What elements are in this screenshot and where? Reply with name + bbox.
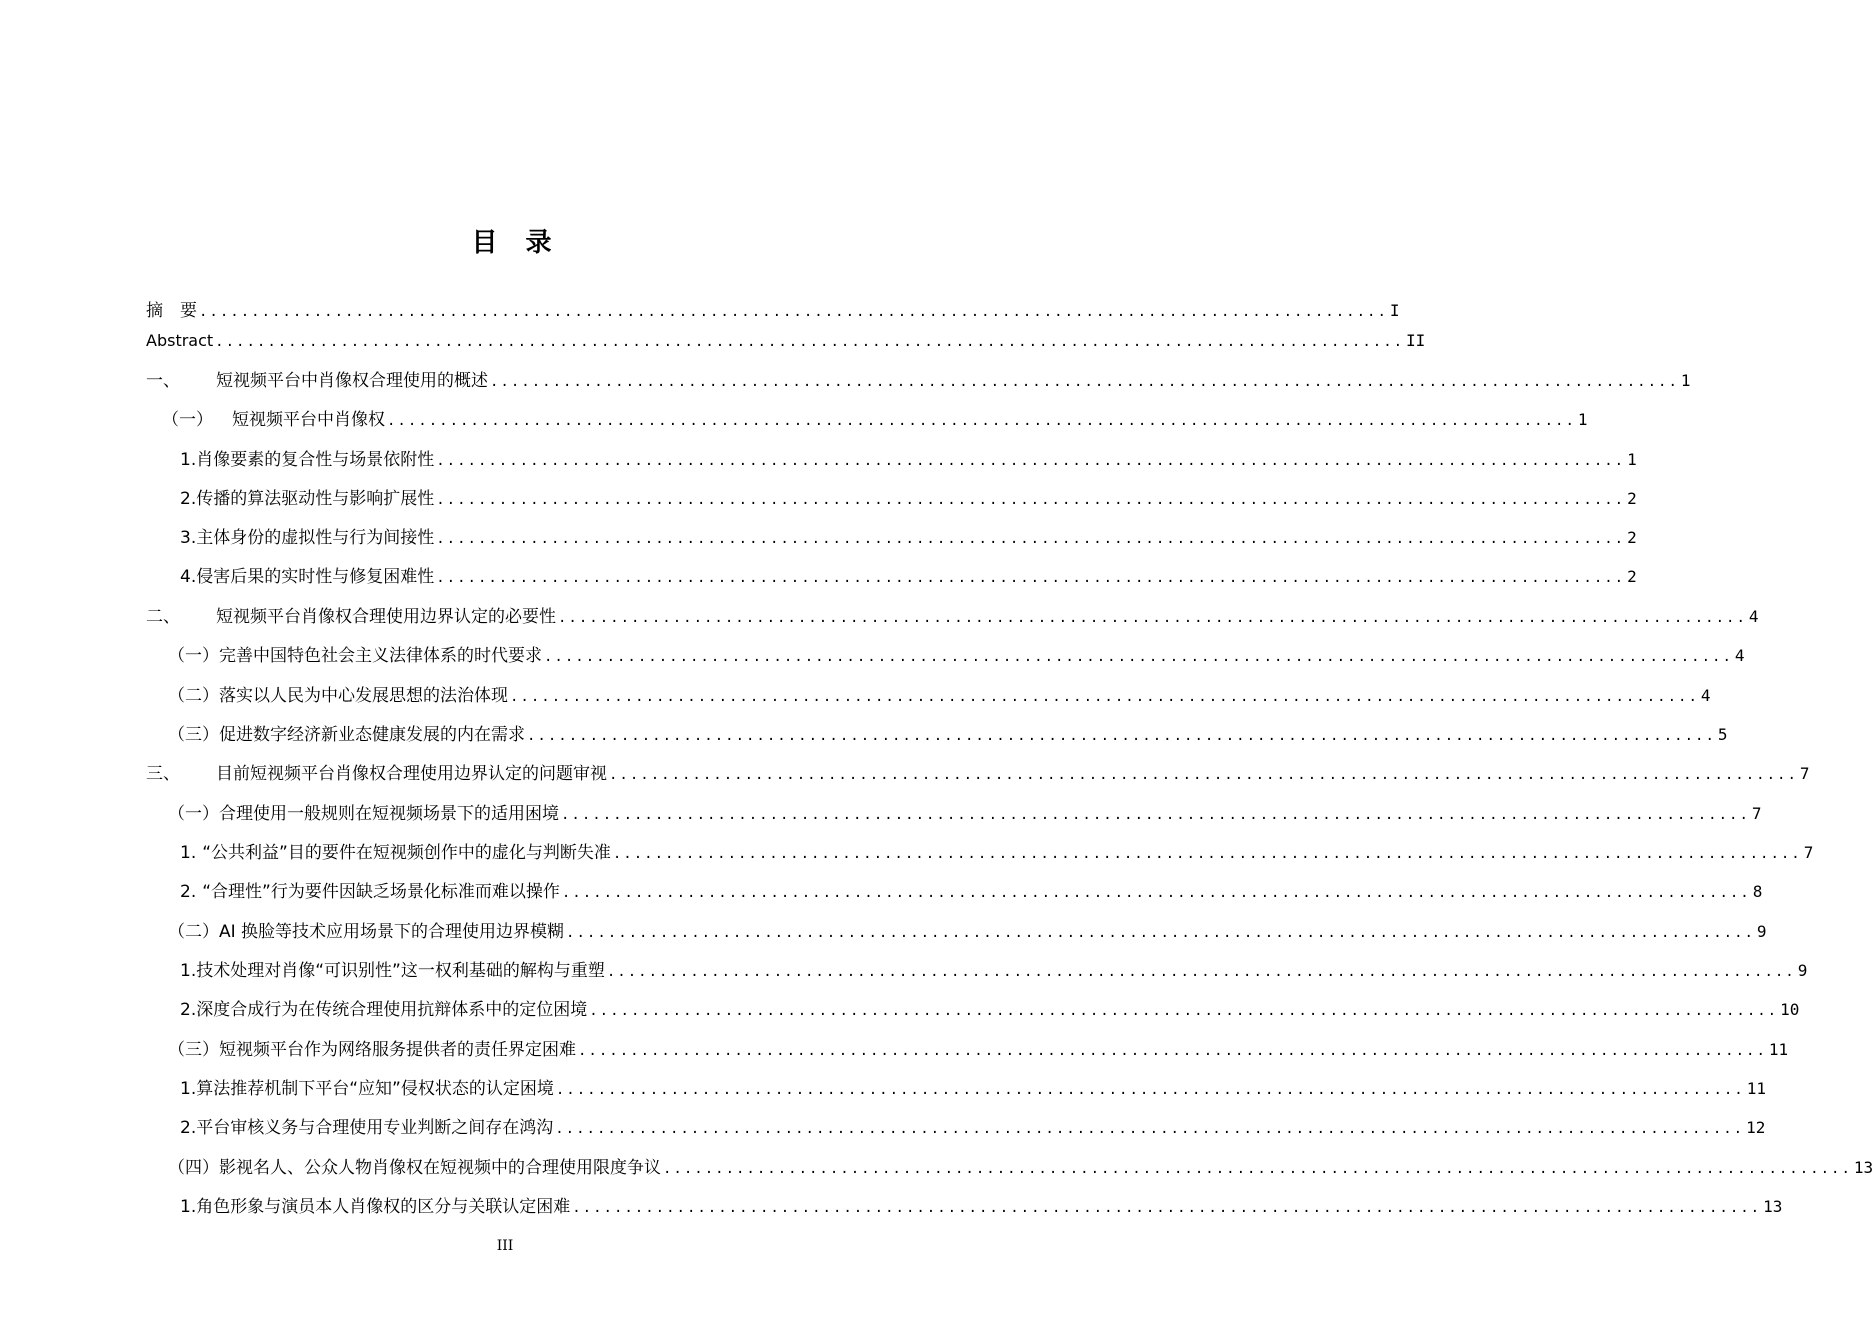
toc-entry-text: 短视频平台中肖像权 xyxy=(232,410,385,430)
toc-page-number: 2 xyxy=(1627,567,1637,586)
toc-entry-text: 促进数字经济新业态健康发展的内在需求 xyxy=(219,725,525,745)
toc-leader-dots: .................................................................................................................. xyxy=(578,1043,1767,1059)
toc-entry[interactable] xyxy=(180,1076,1766,1102)
toc-entry-text: 平台审核义务与合理使用专业判断之间存在鸿沟 xyxy=(196,1118,554,1138)
toc-leader-dots: .................................................................................................................. xyxy=(555,1121,1745,1137)
toc-entry-text: 传播的算法驱动性与影响扩展性 xyxy=(196,489,435,509)
toc-leader-dots: .................................................................................................................. xyxy=(606,964,1796,980)
toc-entry[interactable] xyxy=(180,840,1814,866)
toc-page-number: 1 xyxy=(1627,450,1637,469)
toc-entry[interactable] xyxy=(168,1037,1789,1063)
toc-entry-label: （三） xyxy=(168,1040,219,1060)
toc-entry-label: 1. xyxy=(180,843,197,863)
toc-leader-dots: .................................................................................................................. xyxy=(561,807,1750,823)
toc-leader-dots: .................................................................................................................. xyxy=(561,885,1751,901)
toc-entry[interactable] xyxy=(180,1194,1783,1220)
toc-page-number: 10 xyxy=(1780,1000,1800,1019)
toc-entry-text: 短视频平台中肖像权合理使用的概述 xyxy=(216,371,488,391)
toc-entry[interactable] xyxy=(168,919,1767,945)
toc-entry-text: 深度合成行为在传统合理使用抗辩体系中的定位困境 xyxy=(196,1000,588,1020)
toc-entry-text: 算法推荐机制下平台“应知”侵权状态的认定困境 xyxy=(196,1079,554,1099)
toc-entry[interactable] xyxy=(146,328,1426,354)
toc-leader-dots: .................................................................................................................. xyxy=(436,492,1626,508)
toc-entry-label: 2. xyxy=(180,1000,197,1020)
toc-entry-text: 角色形象与演员本人肖像权的区分与关联认定困难 xyxy=(196,1197,571,1217)
toc-entry-text: 侵害后果的实时性与修复困难性 xyxy=(196,567,435,587)
toc-entry-label: 2. xyxy=(180,489,197,509)
toc-page-number: 9 xyxy=(1797,961,1808,980)
toc-leader-dots: .................................................................................................................. xyxy=(609,767,1798,783)
toc-page-number: 2 xyxy=(1627,489,1637,508)
toc-leader-dots: .................................................................................................................. xyxy=(436,531,1626,547)
toc-entry-label: 4. xyxy=(180,567,197,587)
toc-page-number: 2 xyxy=(1627,528,1637,547)
toc-page-number: 11 xyxy=(1768,1040,1789,1059)
toc-page-number: 13 xyxy=(1763,1197,1783,1216)
toc-leader-dots: .................................................................................................................. xyxy=(510,689,1699,705)
toc-entry-label: Abstract xyxy=(146,331,214,350)
toc-entry-label: 二、 xyxy=(146,607,180,627)
toc-entry[interactable] xyxy=(180,958,1808,984)
toc-entry-text: 主体身份的虚拟性与行为间接性 xyxy=(196,528,435,548)
toc-entry-label: 3. xyxy=(180,528,197,548)
toc-entry[interactable] xyxy=(146,761,1810,787)
toc-entry-label: （二） xyxy=(168,686,219,706)
toc-leader-dots: .................................................................................................................. xyxy=(555,1082,1745,1098)
toc-entry[interactable] xyxy=(168,801,1762,827)
toc-leader-dots: .................................................................................................................. xyxy=(436,570,1626,586)
page-number: III xyxy=(496,1238,514,1254)
toc-page-number: 4 xyxy=(1734,646,1745,665)
toc-page-number: 1 xyxy=(1680,371,1691,390)
toc-entry-label: 1. xyxy=(180,961,197,981)
toc-page-number: 5 xyxy=(1717,725,1728,744)
toc-page-number: 9 xyxy=(1756,922,1767,941)
toc-leader-dots: .................................................................................................................. xyxy=(544,649,1733,665)
toc-entry-text: 技术处理对肖像“可识别性”这一权利基础的解构与重塑 xyxy=(196,961,605,981)
toc-page-number: I xyxy=(1389,301,1400,320)
toc-entry[interactable] xyxy=(180,997,1800,1023)
toc-entry[interactable] xyxy=(180,525,1637,551)
toc-page-number: 13 xyxy=(1853,1158,1873,1177)
toc-entry[interactable] xyxy=(180,447,1637,473)
toc-entry[interactable] xyxy=(180,564,1637,590)
toc-entry-label: （二） xyxy=(168,922,219,942)
toc-leader-dots: .................................................................................................................. xyxy=(589,1003,1779,1019)
toc-entry-text: 目前短视频平台肖像权合理使用边界认定的问题审视 xyxy=(216,764,607,784)
toc-entry-text: AI 换脸等技术应用场景下的合理使用边界模糊 xyxy=(219,922,565,942)
toc-entry[interactable] xyxy=(146,298,1400,324)
toc-entry-text: 肖像要素的复合性与场景依附性 xyxy=(196,450,435,470)
toc-leader-dots: .................................................................................................................. xyxy=(663,1161,1852,1177)
toc-page-number: 7 xyxy=(1803,843,1814,862)
toc-leader-dots: .................................................................................................................. xyxy=(612,846,1802,862)
toc-entry[interactable] xyxy=(168,722,1728,748)
toc-entry-label: 摘 要 xyxy=(146,301,197,321)
toc-entry[interactable] xyxy=(168,683,1711,709)
toc-entry-label: （一） xyxy=(168,646,219,666)
toc-leader-dots: .................................................................................................................. xyxy=(199,304,1388,320)
toc-entry-text: 完善中国特色社会主义法律体系的时代要求 xyxy=(219,646,542,666)
toc-entry[interactable] xyxy=(180,1115,1766,1141)
toc-entry[interactable] xyxy=(180,486,1637,512)
toc-leader-dots: .................................................................................................................. xyxy=(490,374,1679,390)
toc-page-number: 1 xyxy=(1577,410,1588,429)
toc-leader-dots: .................................................................................................................. xyxy=(558,610,1747,626)
toc-entry-label: 1. xyxy=(180,1079,197,1099)
toc-entry-label: 一、 xyxy=(146,371,180,391)
toc-entry-text: 落实以人民为中心发展思想的法治体现 xyxy=(219,686,508,706)
toc-page-number: 7 xyxy=(1751,804,1762,823)
toc-entry-text: 短视频平台肖像权合理使用边界认定的必要性 xyxy=(216,607,556,627)
toc-page-number: 12 xyxy=(1746,1118,1766,1137)
toc-entry-label: 2. xyxy=(180,882,197,902)
toc-leader-dots: .................................................................................................................. xyxy=(387,413,1576,429)
toc-leader-dots: .................................................................................................................. xyxy=(436,453,1626,469)
toc-entry-text: “公共利益”目的要件在短视频创作中的虚化与判断失准 xyxy=(202,843,611,863)
toc-page-number: 11 xyxy=(1746,1079,1766,1098)
toc-page-number: 7 xyxy=(1799,764,1810,783)
toc-entry-label: 三、 xyxy=(146,764,180,784)
toc-leader-dots: .................................................................................................................. xyxy=(566,925,1755,941)
toc-page-number: II xyxy=(1406,331,1426,350)
toc-entry-text: 影视名人、公众人物肖像权在短视频中的合理使用限度争议 xyxy=(219,1158,661,1178)
toc-entry-label: （三） xyxy=(168,725,219,745)
toc-entry[interactable] xyxy=(162,407,1588,433)
toc-entry-text: 短视频平台作为网络服务提供者的责任界定困难 xyxy=(219,1040,576,1060)
toc-leader-dots: .................................................................................................................. xyxy=(215,334,1405,350)
toc-entry-label: 1. xyxy=(180,450,197,470)
toc-entry[interactable] xyxy=(146,604,1759,630)
toc-entry-label: 2. xyxy=(180,1118,197,1138)
toc-entry-label: 1. xyxy=(180,1197,197,1217)
toc-entry-label: （四） xyxy=(168,1158,219,1178)
toc-page-number: 4 xyxy=(1748,607,1759,626)
page-title: 目 录 xyxy=(471,228,553,258)
toc-entry[interactable] xyxy=(180,879,1763,905)
toc-entry-label: （一） xyxy=(168,804,219,824)
toc-entry[interactable] xyxy=(168,643,1745,669)
toc-leader-dots: .................................................................................................................. xyxy=(527,728,1716,744)
toc-entry-text: “合理性”行为要件因缺乏场景化标准而难以操作 xyxy=(202,882,560,902)
toc-page-number: 8 xyxy=(1752,882,1763,901)
toc-entry[interactable] xyxy=(168,1155,1873,1181)
toc-page-number: 4 xyxy=(1700,686,1711,705)
toc-entry-text: 合理使用一般规则在短视频场景下的适用困境 xyxy=(219,804,559,824)
toc-entry-label: （一） xyxy=(162,410,213,430)
toc-leader-dots: .................................................................................................................. xyxy=(572,1200,1762,1216)
toc-entry[interactable] xyxy=(146,368,1691,394)
